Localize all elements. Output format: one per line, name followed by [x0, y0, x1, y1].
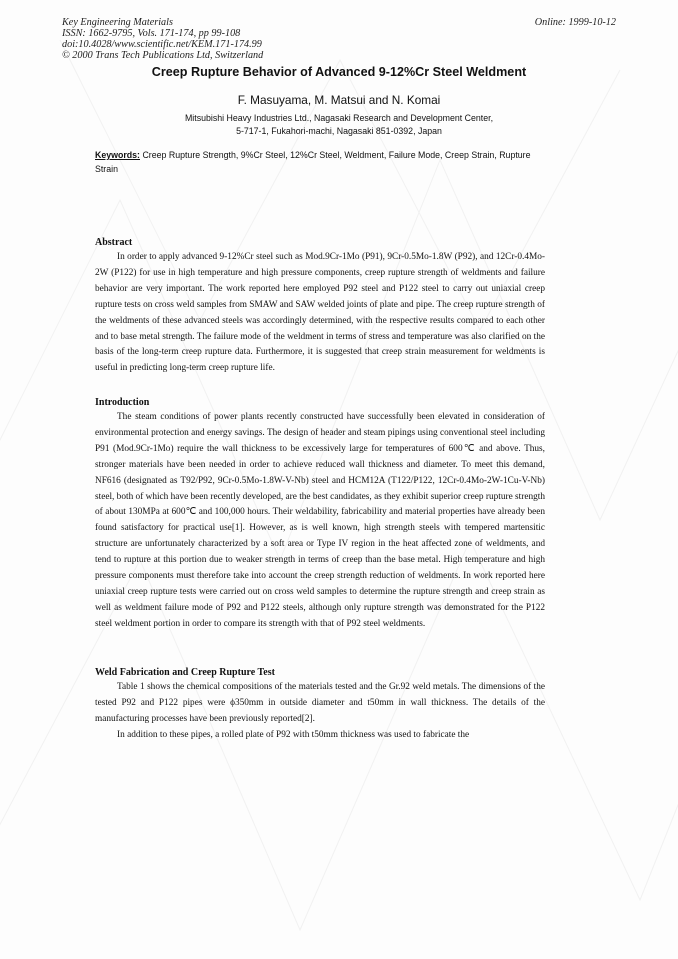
abstract-text: In order to apply advanced 9-12%Cr steel such as Mod.9Cr-1Mo (P91), 9Cr-0.5Mo-1.8W (P92), and 12Cr-0.4Mo-2W (P122) for use in high temperature and high pressure components, creep rupture strength of weldments and failure behavior are very important. The work reported here employed P92 steel and P122 steel to carry out uniaxial creep rupture tests on cross weld samples from SMAW and SAW welded joints of plate and pipe. The creep rupture strength of the weldments of these advanced steels was accordingly determined, with the respective results compared to each other and to base metal strength. The failure mode of the weldment in terms of stress and temperature was also clarified on the basis of the long-term creep rupture data. Furthermore, it is suggested that creep strain measurement for weldments is useful in predicting long-term creep rupture life. [95, 252, 545, 374]
doi-line: doi:10.4028/www.scientific.net/KEM.171-174.99 [62, 39, 262, 50]
paper-title: Creep Rupture Behavior of Advanced 9-12%Cr Steel Weldment [151, 65, 527, 79]
online-date: Online: 1999-10-12 [534, 17, 616, 28]
affiliation [0, 112, 678, 137]
journal-name: Key Engineering Materials [62, 17, 173, 28]
weld-section [95, 666, 545, 744]
abstract-heading: Abstract [95, 237, 133, 248]
affiliation-line-2: 5-717-1, Fukahori-machi, Nagasaki 851-0392, Japan [236, 125, 442, 136]
introduction-section [95, 396, 545, 633]
abstract-section [95, 236, 545, 377]
journal-header [62, 17, 263, 61]
introduction-heading: Introduction [95, 397, 150, 408]
weld-heading: Weld Fabrication and Creep Rupture Test [95, 667, 275, 678]
keywords-label: Keywords: [95, 150, 140, 160]
keywords-text: Creep Rupture Strength, 9%Cr Steel, 12%Cr Steel, Weldment, Failure Mode, Creep Strain, Rupture Strain [95, 150, 531, 174]
paper-authors: F. Masuyama, M. Matsui and N. Komai [237, 93, 441, 107]
issn-line: ISSN: 1662-9795, Vols. 171-174, pp 99-108 [62, 28, 241, 39]
copyright-line: © 2000 Trans Tech Publications Ltd, Switzerland [62, 50, 264, 61]
weld-paragraph-1: Table 1 shows the chemical compositions of the materials tested and the Gr.92 weld metals. The dimensions of the tested P92 and P122 pipes were ϕ350mm in outside diameter and t50mm in wall thickness. The details of the manufacturing processes have been previously reported[2]. [95, 682, 545, 724]
keywords [95, 148, 547, 176]
introduction-text: The steam conditions of power plants recently constructed have successfully been elevated in consideration of environmental protection and energy savings. The design of header and steam pipings using conventional steel including P91 (Mod.9Cr-1Mo) require the wall thickness to be excessively large for temperatures of 600℃ and above. Thus, stronger materials have been needed in order to achieve reduced wall thickness and diameter. To meet this demand, NF616 (designated as T92/P92, 9Cr-0.5Mo-1.8W-V-Nb) steel and HCM12A (T122/P122, 12Cr-0.4Mo-2W-1Cu-V-Nb) steel, both of which have been recently developed, are the best candidates, as they exhibit superior creep rupture strength of about 130MPa at 600℃ and 100,000 hours. Their weldability, fabricability and material properties have already been found satisfactory for practical use[1]. However, as is well known, high strength steels with tempered martensitic structure are unfortunately characterized by a soft area or Type IV region in the heat affected zone of weldments, and tend to rupture at this portion due to weaker strength in terms of creep than the base metal. High temperature and high pressure components must therefore take into account the creep strength reduction of weldments. In work reported here uniaxial creep rupture tests were carried out on cross weld samples to determine the rupture strength and creep strain as well as weldment failure mode of P92 and P122 steels, although only rupture strength was demonstrated for the P122 steel weldment portion in order to compare its strength with that of P92 steel weldments. [95, 412, 545, 629]
affiliation-line-1: Mitsubishi Heavy Industries Ltd., Nagasaki Research and Development Center, [184, 113, 494, 123]
weld-paragraph-2: In addition to these pipes, a rolled plate of P92 with t50mm thickness was used to fabricate the [117, 729, 470, 740]
